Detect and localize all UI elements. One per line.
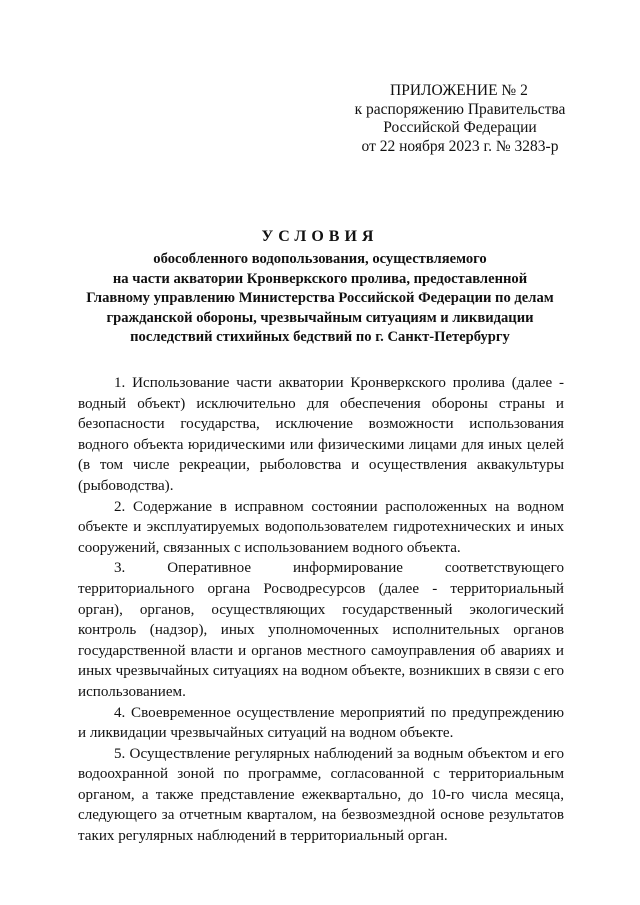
condition-paragraph-3: 3. Оперативное информирование соответствующего территориального органа Росводресурсов (далее - территориальный орган), органов, осуществляющих государственный экологический контроль (надзор), иных уполномоченных исполнительных органов государственной власти и органов местного самоуправления об авариях и иных чрезвычайных ситуациях на водном объекте, возникших в связи с его использованием. [78, 560, 564, 700]
document-title: УСЛОВИЯ [261, 228, 379, 245]
document-subtitle [60, 250, 580, 348]
condition-paragraph-1: 1. Использование части акватории Кронверкского пролива (далее - водный объект) исключительно для обеспечения обороны страны и безопасности государства, исключение возможности использования водного объекта юридическими или физическими лицами для иных целей (в том числе рекреации, рыболовства и осуществления аквакультуры (рыбоводства). [78, 375, 564, 494]
conditions-body [78, 373, 564, 847]
appendix-header [345, 82, 575, 156]
appendix-number: ПРИЛОЖЕНИЕ № 2 [390, 82, 528, 99]
condition-paragraph-2: 2. Содержание в исправном состоянии расположенных на водном объекте и эксплуатируемых водопользователем гидротехнических и иных сооружений, связанных с использованием водного объекта. [78, 498, 564, 556]
condition-paragraph-5: 5. Осуществление регулярных наблюдений за водным объектом и его водоохранной зоной по программе, согласованной с территориальным органом, а также представление ежеквартально, до 10-го числа месяца, следующего за отчетным кварталом, на безвозмездной основе результатов таких регулярных наблюдений в территориальный орган. [78, 745, 564, 845]
appendix-decree-ref: к распоряжению Правительства [354, 100, 566, 118]
subtitle-line: на части акватории Кронверкского пролива, предоставленной [112, 270, 528, 287]
appendix-authority: Российской Федерации [383, 119, 537, 136]
appendix-date-number: от 22 ноября 2023 г. № 3283-р [361, 137, 559, 155]
subtitle-line: гражданской обороны, чрезвычайным ситуациям и ликвидации [106, 309, 534, 326]
subtitle-line: обособленного водопользования, осуществляемого [153, 251, 487, 267]
subtitle-line: последствий стихийных бедствий по г. Санкт-Петербургу [130, 329, 510, 345]
subtitle-line: Главному управлению Министерства Российской Федерации по делам [86, 290, 554, 306]
condition-paragraph-4: 4. Своевременное осуществление мероприятий по предупреждению и ликвидации чрезвычайных ситуаций на водном объекте. [78, 704, 564, 742]
